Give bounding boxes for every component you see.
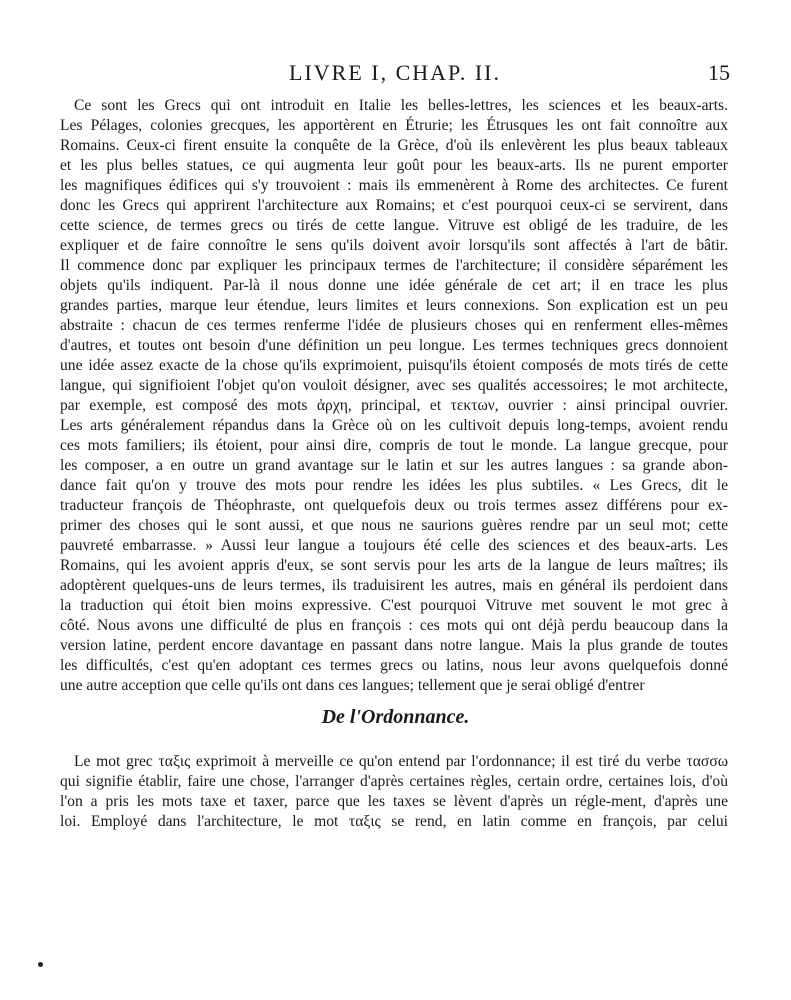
page-number: 15 [708,60,730,85]
text-line: traducteur françois de Théophraste, ont quelquefois deux ou trois termes assez différens pour ex- [60,497,728,514]
text-line: primer des choses qui le sont aussi, et que nous ne saurions guères rendre par un seul mot; cette [60,517,728,534]
ink-speck [38,962,43,967]
text-line: une idée assez exacte de la chose qu'ils exprimoient, puisqu'ils étoient composés de mots tirés de cette [60,357,728,374]
text-line: et les plus belles statues, ce qui augmenta leur goût pour les beaux-arts. Ils ne purent emporter [60,157,728,174]
text-line: langue, qui signifioient l'objet qu'on vouloit désigner, avec ses qualités accessoires; le mot architecte, [60,377,728,394]
text-line: dance fait qu'on y trouve des mots pour rendre les idées les plus subtiles. « Les Grecs, dit le [60,477,728,494]
text-line: Le mot grec ταξις exprimoit à merveille ce qu'on entend par l'ordonnance; il est tiré du verbe τασσω [74,753,728,770]
text-line: une autre acception que celle qu'ils ont dans ces langues; tellement que je serai obligé d'entrer [60,677,645,694]
text-line: les magnifiques édifices qui s'y trouvoient : mais ils emmenèrent à Rome des architectes. Ce furent [60,177,728,194]
text-line: objets qu'ils indiquent. Par-là il nous donne une idée générale de cet art; il en trace les plus [60,277,728,294]
text-line: qui signifie établir, faire une chose, l'arranger d'après certaines règles, certain ordre, certaines lois, d'où [60,773,728,790]
text-line: ces mots familiers; ils étoient, pour ainsi dire, compris de tout le monde. La langue grecque, pour [60,437,728,454]
running-head [60,60,730,90]
text-line: Les Pélages, colonies grecques, les apportèrent en Étrurie; les Étrusques les ont fait connoître aux [60,117,728,134]
text-line: les difficultés, c'est qu'en adoptant ces termes grecs ou latins, nous leur avons quelquefois donné [60,657,728,674]
text-line: version latine, perdent encore davantage en passant dans notre langue. Mais la plus grande de toutes [60,637,728,654]
text-line: Romains, qui les avoient appris d'eux, se sont servis pour les arts de la langue de leurs maîtres; ils [60,557,728,574]
text-line: Les arts généralement répandus dans la Grèce où on les cultivoit depuis long-temps, avoient rendu [60,417,728,434]
text-line: la traduction qui étoit bien moins expressive. C'est pourquoi Vitruve met souvent le mot grec à [60,597,728,614]
text-line: pauvreté embarrasse. » Aussi leur langue a toujours été celle des sciences et des beaux-arts. Les [60,537,728,554]
text-line: abstraite : chacun de ces termes renferme l'idée de plusieurs choses qui en renferment elles-mêmes [60,317,728,334]
text-line: l'on a pris les mots taxe et taxer, parce que les taxes se lèvent d'après un régle-ment, d'après une [60,793,728,810]
text-line: expliquer et de faire connoître le sens qu'ils doivent avoir lorsqu'ils sont affectés à l'art de bâtir. [60,237,728,254]
chapter-heading: LIVRE I, CHAP. II. [289,60,501,85]
text-line: les composer, a en outre un grand avantage sur le latin et sur les autres langues : sa grande abon- [60,457,728,474]
text-line: Romains. Ceux-ci firent ensuite la conquête de la Grèce, d'où ils enlevèrent les plus beaux tableaux [60,137,728,154]
text-line: adoptèrent quelques-uns de leurs termes, ils traduisirent les autres, mais en général ils perdoient dans [60,577,728,594]
text-line: Il commence donc par expliquer les principaux termes de l'architecture; il considère séparément les [60,257,728,274]
text-line: cette science, de termes grecs ou tirés de cette langue. Vitruve est obligé de les traduire, de les [60,217,728,234]
text-line: d'autres, et toutes ont besoin d'une définition un peu longue. Les termes techniques grecs donnoient [60,337,728,354]
text-line: loi. Employé dans l'architecture, le mot ταξις se rend, en latin comme en françois, par celui [60,813,728,830]
text-line: donc les Grecs qui apprirent l'architecture aux Romains; et c'est pourquoi ceux-ci se servirent, dans [60,197,728,214]
text-line: par exemple, est composé des mots ἀρχη, principal, et τεκτων, ouvrier : ainsi principal ouvrier. [60,397,728,414]
text-line: côté. Nous avons une difficulté de plus en françois : ces mots qui ont déjà perdu beaucoup dans la [60,617,728,634]
text-line: Ce sont les Grecs qui ont introduit en Italie les belles-lettres, les sciences et les beaux-arts. [74,97,728,114]
section-title: De l'Ordonnance. [321,706,470,728]
text-line: grandes parties, marque leur étendue, leurs limites et leurs connexions. Son explication est un peu [60,297,728,314]
